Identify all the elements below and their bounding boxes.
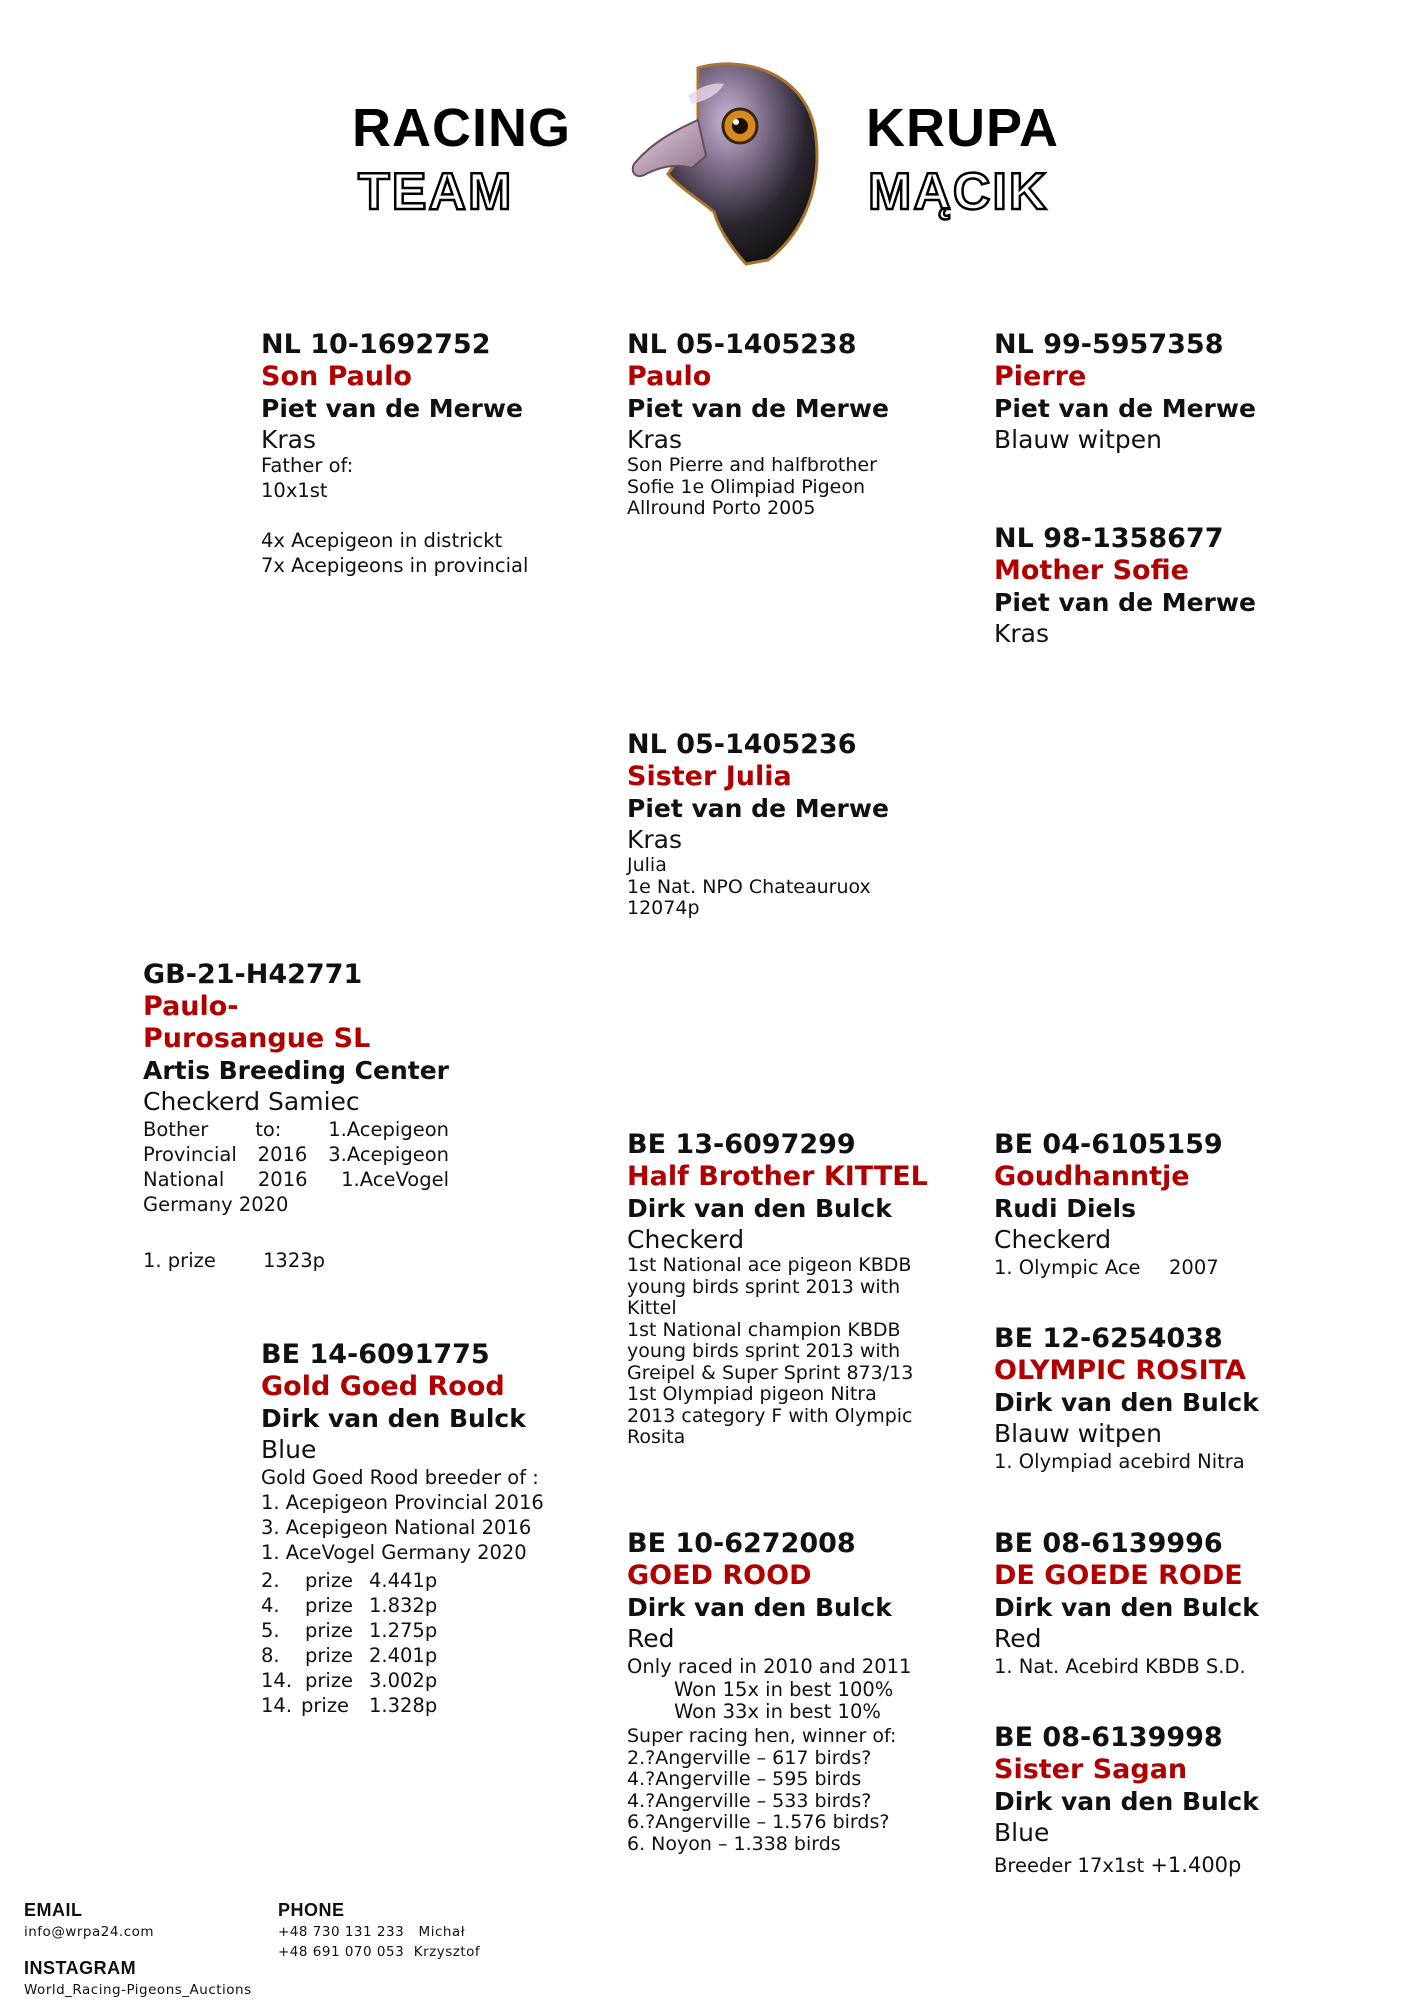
pigeon-color: Kras <box>261 425 317 454</box>
description-line: Allround Porto 2005 <box>627 497 816 519</box>
prize-list <box>261 1568 581 1718</box>
breeder-name: Piet van de Merwe <box>627 394 889 423</box>
description-line: Germany 2020 <box>143 1193 289 1216</box>
description-line: 4x Acepigeon in districkt <box>261 529 503 552</box>
pigeon-name: Mother Sofie <box>994 555 1189 586</box>
brand-racing: RACING <box>352 98 571 158</box>
pigeon-color: Checkerd <box>994 1225 1112 1254</box>
description-line: Rosita <box>627 1426 686 1448</box>
footer-instagram <box>24 1958 252 2000</box>
pigeon-card-half-brother-kittel <box>627 1129 947 1449</box>
pigeon-name: Son Paulo <box>261 361 412 392</box>
word: 1.Acepigeon <box>328 1118 449 1141</box>
pigeon-name: DE GOEDE RODE <box>994 1560 1243 1591</box>
pigeon-description <box>261 1465 581 1565</box>
pigeon-description <box>627 455 947 520</box>
brand-team: TEAM <box>358 163 514 221</box>
word: 3.Acepigeon <box>328 1143 449 1166</box>
prize-value: 1.832p <box>369 1594 438 1617</box>
description-line: Sofie 1e Olimpiad Pigeon <box>627 475 866 498</box>
pigeon-name: Sister Sagan <box>994 1754 1188 1785</box>
description-line <box>143 1117 449 1142</box>
breeder-word: Artis <box>143 1056 211 1085</box>
description-line: Son Pierre and halfbrother <box>627 454 877 476</box>
prize-word: prize <box>305 1669 354 1692</box>
phone-contact-name: Krzysztof <box>413 1944 481 1960</box>
phone-row[interactable] <box>278 1922 480 1942</box>
prize-word: prize <box>301 1694 350 1717</box>
pigeon-color: Blauw witpen <box>994 425 1162 454</box>
description-line: 6.?Angerville – 1.576 birds? <box>627 1811 890 1833</box>
description-line: Won 15x in best 100% <box>674 1678 894 1701</box>
prize-value: 1.275p <box>369 1619 438 1642</box>
instagram-label: INSTAGRAM <box>24 1958 137 1978</box>
word: to: <box>255 1118 282 1141</box>
word: Provincial <box>143 1143 237 1166</box>
ring-number: BE 04-6105159 <box>994 1129 1223 1160</box>
phone-label: PHONE <box>278 1900 345 1920</box>
pigeon-card-goed-rood <box>627 1528 947 1855</box>
prize-rank: 14. <box>261 1694 293 1717</box>
description-line: Won 33x in best 10% <box>674 1699 881 1723</box>
breeder-name: Piet van de Merwe <box>627 794 889 823</box>
prize-row <box>261 1618 581 1643</box>
breeder-name: Dirk van den Bulck <box>627 1194 892 1223</box>
breeder-name: Piet van de Merwe <box>994 394 1256 423</box>
breeder-name: Piet van de Merwe <box>994 588 1256 617</box>
breeder-name: Piet van de Merwe <box>261 394 523 423</box>
pigeon-description <box>627 855 947 920</box>
breeder-name: Dirk van den Bulck <box>627 1593 892 1622</box>
achievement-line <box>994 1850 1314 1881</box>
prize-word: prize <box>305 1619 354 1642</box>
description-line: 1st National ace pigeon KBDB <box>627 1254 912 1276</box>
description-line: 2.?Angerville – 617 birds? <box>627 1746 872 1769</box>
pigeon-description <box>627 1255 947 1449</box>
prize-value: 3.002p <box>369 1669 438 1692</box>
prize-rank: 4. <box>261 1594 280 1617</box>
pigeon-color: Checkerd <box>627 1225 745 1254</box>
prize-value: 1323p <box>263 1249 326 1272</box>
pigeon-color: Red <box>627 1624 675 1653</box>
pigeon-card-gold-goed-rood <box>261 1339 581 1718</box>
ring-number: BE 13-6097299 <box>627 1129 856 1160</box>
breeder-word: Center <box>354 1056 449 1085</box>
breeder-name <box>143 1055 449 1086</box>
prize-word: prize <box>305 1569 354 1592</box>
prize-rank: 14. <box>261 1669 293 1692</box>
prize-row <box>261 1693 581 1718</box>
description-line: 10x1st <box>261 479 328 502</box>
ring-number: NL 99-5957358 <box>994 329 1224 360</box>
breeder-name: Dirk van den Bulck <box>261 1404 526 1433</box>
description-line: 4.?Angerville – 533 birds? <box>627 1789 872 1812</box>
pigeon-description <box>261 453 561 578</box>
ring-number: GB-21-H42771 <box>143 959 363 990</box>
pigeon-color: Blue <box>994 1818 1050 1847</box>
achievement-value: +1.400p <box>1150 1853 1242 1877</box>
description-line: Super racing hen, winner of: <box>627 1725 897 1747</box>
ring-number: BE 14-6091775 <box>261 1339 490 1370</box>
pigeon-name: Paulo <box>627 361 712 392</box>
breeder-name: Dirk van den Bulck <box>994 1593 1259 1622</box>
pigeon-card-pierre <box>994 329 1314 455</box>
pigeon-color: Checkerd Samiec <box>143 1087 360 1116</box>
phone-number[interactable]: +48 730 131 233 <box>278 1924 405 1940</box>
prize-row <box>261 1668 581 1693</box>
ring-number: NL 05-1405238 <box>627 329 857 360</box>
pigeon-color: Kras <box>627 425 683 454</box>
description-line: 1st Olympiad pigeon Nitra <box>627 1383 877 1405</box>
description-line: 12074p <box>627 897 700 919</box>
phone-contact-name: Michał <box>418 1924 466 1940</box>
brand-macik: MĄCIK <box>868 163 1049 221</box>
brand-krupa: KRUPA <box>866 98 1059 158</box>
achievement: Breeder 17x1st <box>994 1854 1145 1877</box>
prize-rank: 8. <box>261 1644 280 1667</box>
prize-label: 1. prize <box>143 1249 216 1272</box>
pigeon-description <box>627 1726 947 1855</box>
prize-value: 2.401p <box>369 1644 438 1667</box>
description-line: 2013 category F with Olympic <box>627 1404 913 1427</box>
pigeon-name-part1: Paulo- <box>143 991 239 1022</box>
prize-row <box>261 1568 581 1593</box>
pigeon-name: Pierre <box>994 361 1087 392</box>
achievement-year: 2007 <box>1169 1256 1219 1279</box>
phone-row[interactable] <box>278 1942 480 1962</box>
description-line: 1e Nat. NPO Chateauruox <box>627 875 871 898</box>
pigeon-name: Gold Goed Rood <box>261 1371 505 1402</box>
pigeon-color: Blauw witpen <box>994 1419 1162 1448</box>
description-line: 1. Acepigeon Provincial 2016 <box>261 1491 544 1514</box>
email-label: EMAIL <box>24 1900 83 1920</box>
pigeon-name: Half Brother KITTEL <box>627 1161 928 1192</box>
prize-line <box>143 1248 449 1273</box>
breeder-name: Rudi Diels <box>994 1194 1136 1223</box>
ring-number: BE 08-6139998 <box>994 1722 1223 1753</box>
word: 1.AceVogel <box>341 1168 449 1191</box>
word: Bother <box>143 1118 209 1141</box>
pigeon-head-logo <box>628 60 828 270</box>
pigeon-name: GOED ROOD <box>627 1560 812 1591</box>
instagram-link[interactable]: World_Racing-Pigeons_Auctions <box>24 1982 252 1998</box>
description-line: Father of: <box>261 454 354 477</box>
prize-rank: 5. <box>261 1619 280 1642</box>
pigeon-card-goudhanntje <box>994 1129 1314 1281</box>
achievement: 1. Nat. Acebird KBDB S.D. <box>994 1655 1246 1678</box>
prize-row <box>261 1593 581 1618</box>
breeder-name: Dirk van den Bulck <box>994 1787 1259 1816</box>
main-title <box>143 959 449 1023</box>
pigeon-card-sister-julia <box>627 729 947 920</box>
description-line: young birds sprint 2013 with <box>627 1275 901 1298</box>
description-line: 1st National champion KBDB <box>627 1318 901 1341</box>
pigeon-card-paulo <box>627 329 947 520</box>
breeder-name: Dirk van den Bulck <box>994 1388 1259 1417</box>
footer-email <box>24 1900 154 1942</box>
achievement: 1. Olympic Ace <box>994 1256 1141 1279</box>
description-line: 4.?Angerville – 595 birds <box>627 1768 862 1790</box>
description-line: young birds sprint 2013 with <box>627 1340 901 1362</box>
phone-number[interactable]: +48 691 070 053 <box>278 1944 405 1960</box>
prize-value: 4.441p <box>369 1569 438 1592</box>
ring-number: BE 10-6272008 <box>627 1528 856 1559</box>
indent-lines <box>627 1679 947 1722</box>
prize-word: prize <box>305 1594 354 1617</box>
word: National <box>143 1168 225 1191</box>
description-line: Only raced in 2010 and 2011 <box>627 1655 912 1678</box>
pigeon-card-de-goede-rode <box>994 1528 1314 1680</box>
description-line: 3. Acepigeon National 2016 <box>261 1516 532 1539</box>
pigeon-name-part2: Purosangue SL <box>143 1023 371 1054</box>
prize-value: 1.328p <box>369 1694 438 1717</box>
ring-number: NL 10-1692752 <box>261 329 491 360</box>
footer-phone <box>278 1900 480 1962</box>
description-line: Gold Goed Rood breeder of : <box>261 1466 539 1489</box>
achievement-line <box>994 1255 1314 1281</box>
description-line: Greipel & Super Sprint 873/13 <box>627 1361 914 1384</box>
prize-rank: 2. <box>261 1569 280 1592</box>
description-line: 1. AceVogel Germany 2020 <box>261 1541 527 1564</box>
word: 2016 <box>257 1143 308 1166</box>
email-link[interactable]: info@wrpa24.com <box>24 1924 155 1940</box>
description-line <box>143 1142 449 1167</box>
prize-row <box>261 1643 581 1668</box>
ring-number: BE 08-6139996 <box>994 1528 1223 1559</box>
pigeon-name: Sister Julia <box>627 761 792 792</box>
ring-number: NL 05-1405236 <box>627 729 857 760</box>
pigeon-color: Kras <box>627 825 683 854</box>
pigeon-color: Blue <box>261 1435 317 1464</box>
word: 2016 <box>257 1168 308 1191</box>
description-line: 6. Noyon – 1.338 birds <box>627 1832 841 1855</box>
pigeon-card-son-paulo <box>261 329 561 578</box>
pigeon-name: OLYMPIC ROSITA <box>994 1355 1246 1386</box>
pigeon-card-mother-sofie <box>994 523 1314 649</box>
pigeon-description <box>143 1117 449 1273</box>
pigeon-color: Kras <box>994 619 1050 648</box>
pigeon-color: Red <box>994 1624 1042 1653</box>
pigeon-card-sister-sagan <box>994 1722 1314 1881</box>
pigeon-card-olympic-rosita <box>994 1323 1314 1475</box>
pigeon-name: Goudhanntje <box>994 1161 1190 1192</box>
description-line: 7x Acepigeons in provincial <box>261 554 529 577</box>
pigeon-card-main <box>143 959 449 1273</box>
breeder-word: Breeding <box>218 1056 347 1085</box>
description-line <box>143 1167 449 1192</box>
ring-number: NL 98-1358677 <box>994 523 1224 554</box>
prize-word: prize <box>305 1644 354 1667</box>
description-line: Kittel <box>627 1297 677 1319</box>
ring-number: BE 12-6254038 <box>994 1323 1223 1354</box>
achievement: 1. Olympiad acebird Nitra <box>994 1450 1245 1473</box>
description-line: Julia <box>627 854 667 876</box>
